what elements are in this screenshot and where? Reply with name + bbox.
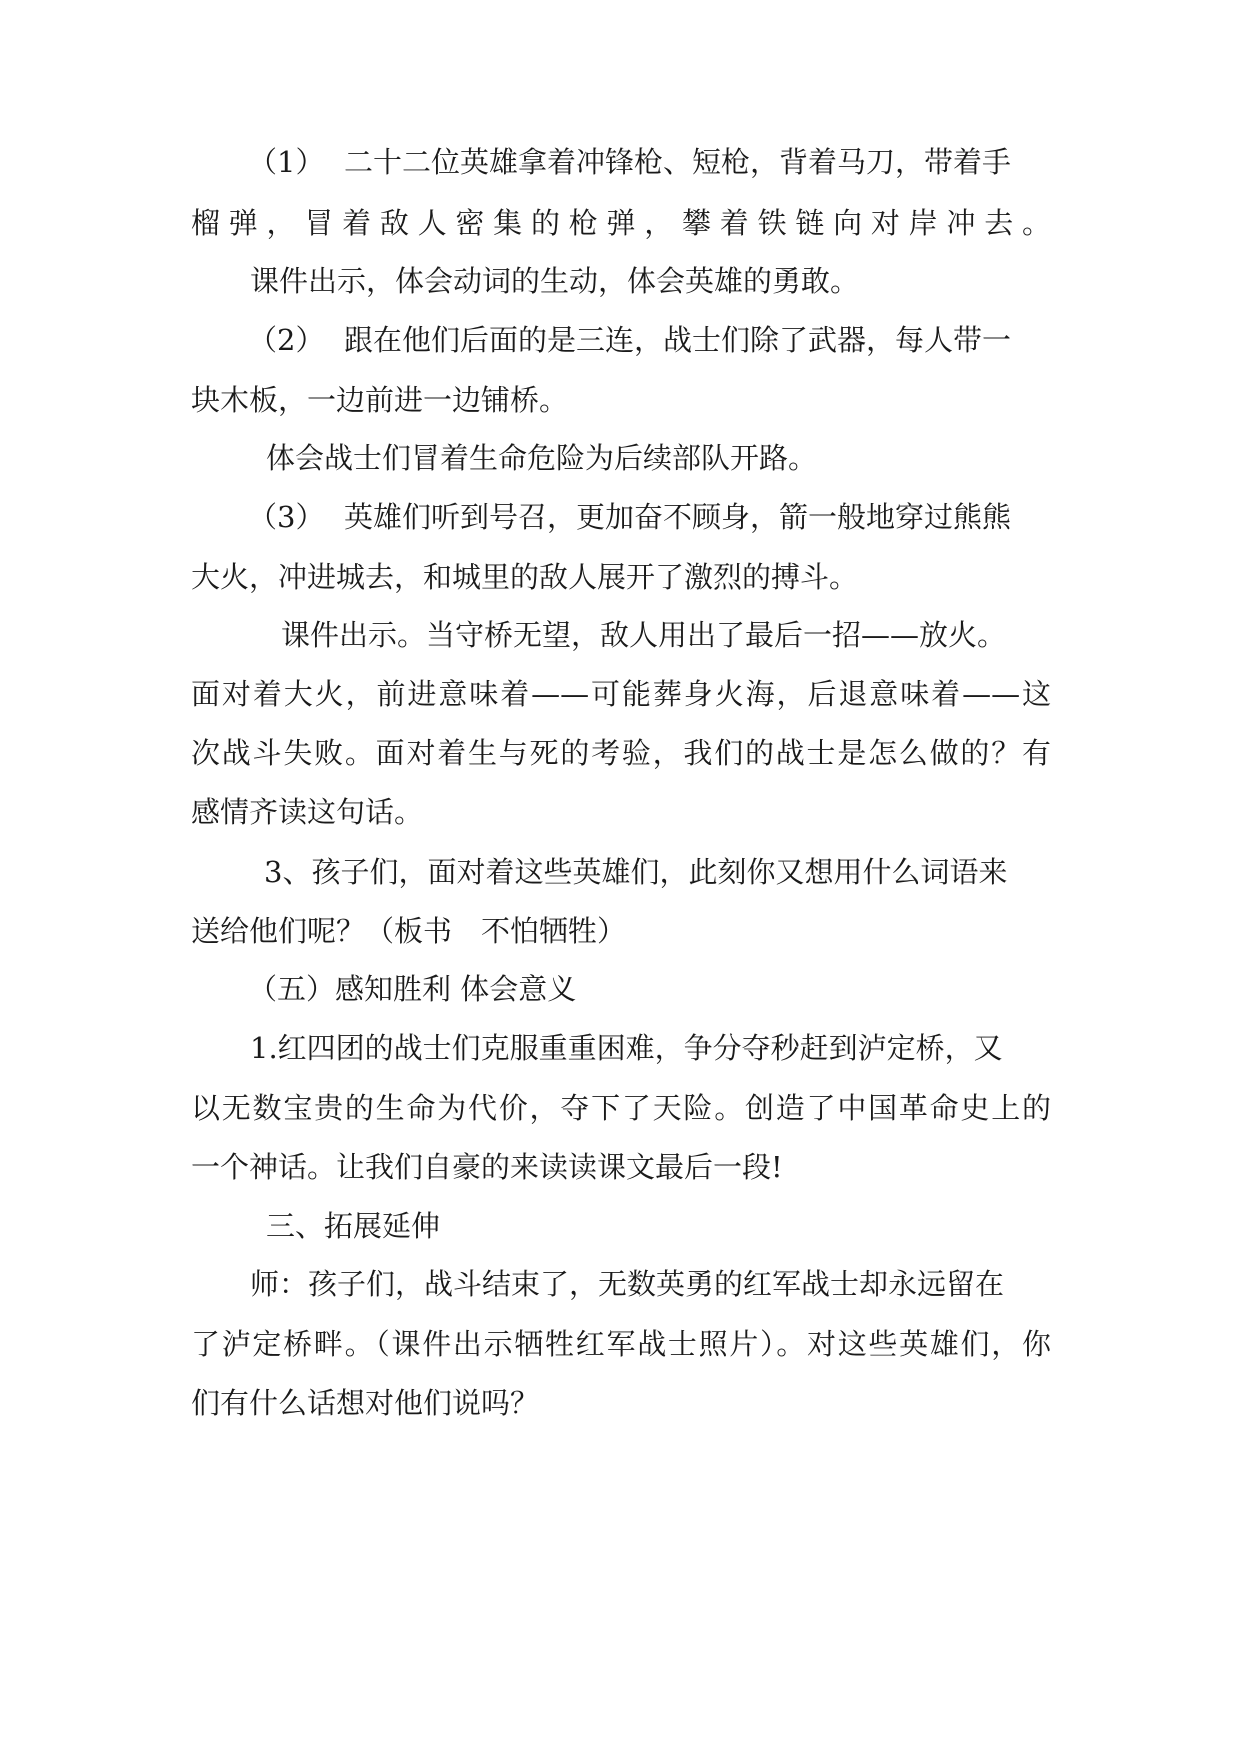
paragraph-line: 以无数宝贵的生命为代价，夺下了天险。创造了中国革命史上的 — [191, 1091, 1051, 1125]
paragraph-text: 跟在他们后面的是三连，战士们除了武器，每人带一 — [344, 323, 1012, 357]
paragraph-line: 3、孩子们，面对着这些英雄们，此刻你又想用什么词语来 — [264, 855, 1008, 889]
item-number-label: （1） — [248, 145, 325, 179]
item-2-line — [248, 320, 1071, 360]
item-number-label: （3） — [248, 500, 325, 534]
paragraph-line: 大火，冲进城去，和城里的敌人展开了激烈的搏斗。 — [191, 560, 859, 594]
paragraph-line: 感情齐读这句话。 — [191, 795, 424, 829]
paragraph-line: 1.红四团的战士们克服重重困难，争分夺秒赶到泸定桥，又 — [250, 1031, 1003, 1065]
paragraph-line: 面对着大火，前进意味着——可能葬身火海，后退意味着——这 — [191, 677, 1051, 711]
paragraph-line: 一个神话。让我们自豪的来读读课文最后一段! — [191, 1150, 783, 1184]
paragraph-line: 们有什么话想对他们说吗？ — [191, 1386, 540, 1420]
paragraph-line: 课件出示，体会动词的生动，体会英雄的勇敢。 — [250, 264, 860, 298]
item-3-line — [248, 497, 1071, 537]
item-number-label: （2） — [248, 323, 325, 357]
item-1-line — [248, 142, 1071, 182]
section-heading: （五）感知胜利 体会意义 — [248, 972, 577, 1006]
paragraph-line: 课件出示。当守桥无望，敌人用出了最后一招——放火。 — [281, 618, 1007, 652]
paragraph-line: 送给他们呢？（板书 不怕牺牲） — [191, 914, 627, 948]
paragraph-line: 了泸定桥畔。（课件出示牺牲红军战士照片）。对这些英雄们，你 — [191, 1327, 1051, 1361]
paragraph-line: 师：孩子们，战斗结束了，无数英勇的红军战士却永远留在 — [250, 1267, 1005, 1301]
paragraph-text: 英雄们听到号召，更加奋不顾身，箭一般地穿过熊熊 — [344, 500, 1012, 534]
paragraph-text: 二十二位英雄拿着冲锋枪、短枪，背着马刀，带着手 — [344, 145, 1012, 179]
paragraph-line: 体会战士们冒着生命危险为后续部队开路。 — [266, 441, 818, 475]
paragraph-line: 块木板，一边前进一边铺桥。 — [191, 383, 569, 417]
paragraph-line: 次战斗失败。面对着生与死的考验，我们的战士是怎么做的？有 — [191, 736, 1051, 770]
paragraph-line: 榴弹，冒着敌人密集的枪弹，攀着铁链向对岸冲去。 — [191, 206, 1051, 240]
section-heading: 三、拓展延伸 — [266, 1209, 441, 1243]
